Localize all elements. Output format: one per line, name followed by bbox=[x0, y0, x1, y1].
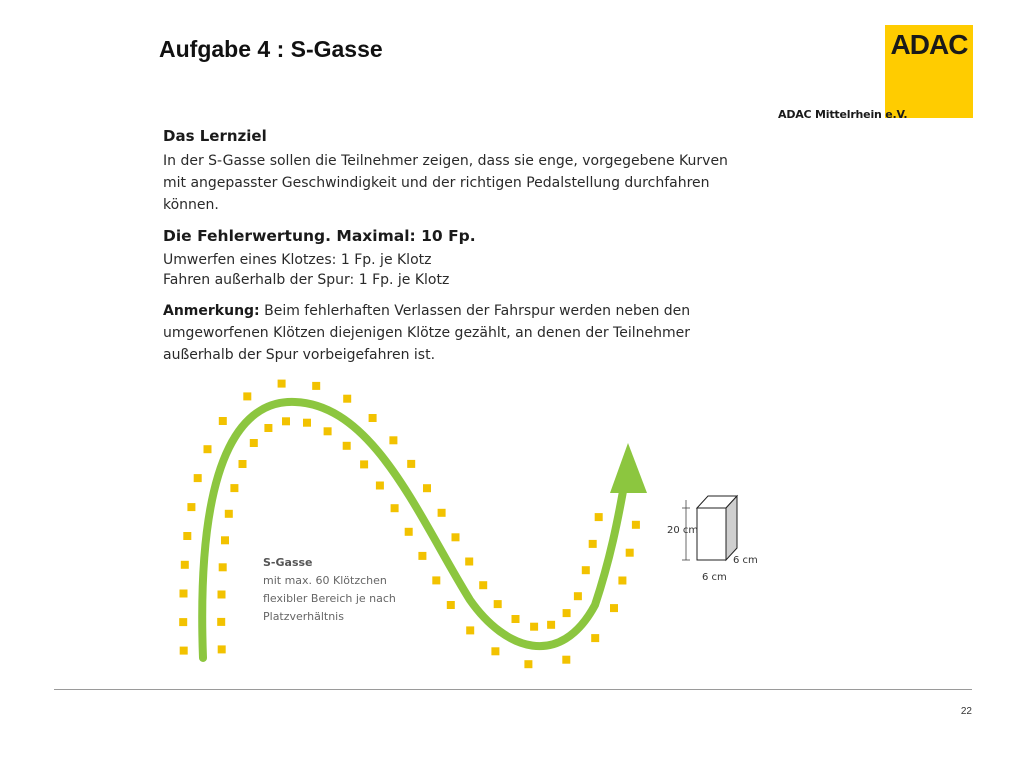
cone-marker bbox=[494, 600, 502, 608]
cone-marker bbox=[447, 601, 455, 609]
cone-marker bbox=[479, 581, 487, 589]
path-arrow-icon bbox=[610, 443, 647, 493]
cone-marker bbox=[219, 563, 227, 571]
cone-marker bbox=[324, 427, 332, 435]
cone-marker bbox=[405, 528, 413, 536]
cone-marker bbox=[407, 460, 415, 468]
sgasse-label-line-1: mit max. 60 Klötzchen bbox=[263, 574, 387, 587]
lernziel-line-2: mit angepasster Geschwindigkeit und der richtigen Pedalstellung durchfahren können. bbox=[163, 175, 710, 213]
cone-marker bbox=[452, 533, 460, 541]
cone-marker bbox=[563, 609, 571, 617]
organization-name: ADAC Mittelrhein e.V. bbox=[778, 108, 908, 121]
cone-marker bbox=[512, 615, 520, 623]
fehlerwertung-heading: Die Fehlerwertung. Maximal: 10 Fp. bbox=[163, 227, 476, 245]
block-width-label: 6 cm bbox=[702, 572, 727, 583]
cone-marker bbox=[194, 474, 202, 482]
cone-marker bbox=[376, 482, 384, 490]
cone-marker bbox=[432, 576, 440, 584]
cone-marker bbox=[243, 392, 251, 400]
cone-marker bbox=[547, 621, 555, 629]
cone-marker bbox=[491, 647, 499, 655]
anmerkung-line-3: außerhalb der Spur vorbeigefahren ist. bbox=[163, 347, 436, 363]
cone-marker bbox=[282, 417, 290, 425]
cone-marker bbox=[632, 521, 640, 529]
cone-marker bbox=[250, 439, 258, 447]
lernziel-heading: Das Lernziel bbox=[163, 127, 267, 145]
cone-marker bbox=[303, 419, 311, 427]
cone-marker bbox=[278, 380, 286, 388]
lernziel-line-1: In der S-Gasse sollen die Teilnehmer zeigen, dass sie enge, vorgegebene Kurven bbox=[163, 153, 728, 169]
cone-marker bbox=[312, 382, 320, 390]
sgasse-label-line-2: flexibler Bereich je nach bbox=[263, 592, 396, 605]
cone-marker bbox=[466, 626, 474, 634]
cone-marker bbox=[423, 484, 431, 492]
sgasse-label-line-3: Platzverhältnis bbox=[263, 610, 344, 623]
cone-marker bbox=[589, 540, 597, 548]
cone-marker bbox=[217, 618, 225, 626]
block-depth-label: 6 cm bbox=[733, 555, 758, 566]
cone-marker bbox=[591, 634, 599, 642]
anmerkung-line-1: Beim fehlerhaften Verlassen der Fahrspur werden neben den bbox=[264, 303, 691, 319]
cone-marker bbox=[218, 645, 226, 653]
block-height-label: 20 cm bbox=[667, 525, 699, 536]
cone-marker bbox=[343, 442, 351, 450]
logo-text: ADAC bbox=[890, 29, 968, 60]
cone-marker bbox=[239, 460, 247, 468]
anmerkung-line-2: umgeworfenen Klötzen diejenigen Klötze gezählt, an denen der Teilnehmer bbox=[163, 325, 690, 341]
cone-marker bbox=[180, 647, 188, 655]
fehlerwertung-item-1: Umwerfen eines Klotzes: 1 Fp. je Klotz bbox=[163, 252, 432, 268]
cone-marker bbox=[418, 552, 426, 560]
cone-marker bbox=[183, 532, 191, 540]
cone-marker bbox=[264, 424, 272, 432]
cone-marker bbox=[562, 656, 570, 664]
cone-marker bbox=[465, 558, 473, 566]
cone-marker bbox=[187, 503, 195, 511]
cone-marker bbox=[225, 510, 233, 518]
cone-marker bbox=[610, 604, 618, 612]
cone-marker bbox=[180, 590, 188, 598]
footer-divider bbox=[54, 689, 972, 690]
cone-marker bbox=[230, 484, 238, 492]
cone-marker bbox=[438, 509, 446, 517]
page-number: 22 bbox=[960, 706, 972, 717]
cone-marker bbox=[369, 414, 377, 422]
cone-marker bbox=[179, 618, 187, 626]
sgasse-label-title: S-Gasse bbox=[263, 556, 313, 569]
cone-marker bbox=[204, 445, 212, 453]
cone-marker bbox=[343, 395, 351, 403]
cone-marker bbox=[360, 460, 368, 468]
cone-marker bbox=[626, 549, 634, 557]
cone-marker bbox=[618, 577, 626, 585]
cone-marker bbox=[389, 436, 397, 444]
anmerkung-label: Anmerkung: bbox=[163, 303, 260, 319]
fehlerwertung-item-2: Fahren außerhalb der Spur: 1 Fp. je Klotz bbox=[163, 272, 450, 288]
cone-marker bbox=[181, 561, 189, 569]
cone-marker bbox=[219, 417, 227, 425]
cone-marker bbox=[595, 513, 603, 521]
cone-marker bbox=[574, 592, 582, 600]
cone-marker bbox=[218, 591, 226, 599]
slide-title: Aufgabe 4 : S-Gasse bbox=[159, 36, 383, 62]
cone-marker bbox=[221, 536, 229, 544]
cone-marker bbox=[582, 566, 590, 574]
cone-marker bbox=[524, 660, 532, 668]
cone-marker bbox=[391, 504, 399, 512]
cone-marker bbox=[530, 623, 538, 631]
